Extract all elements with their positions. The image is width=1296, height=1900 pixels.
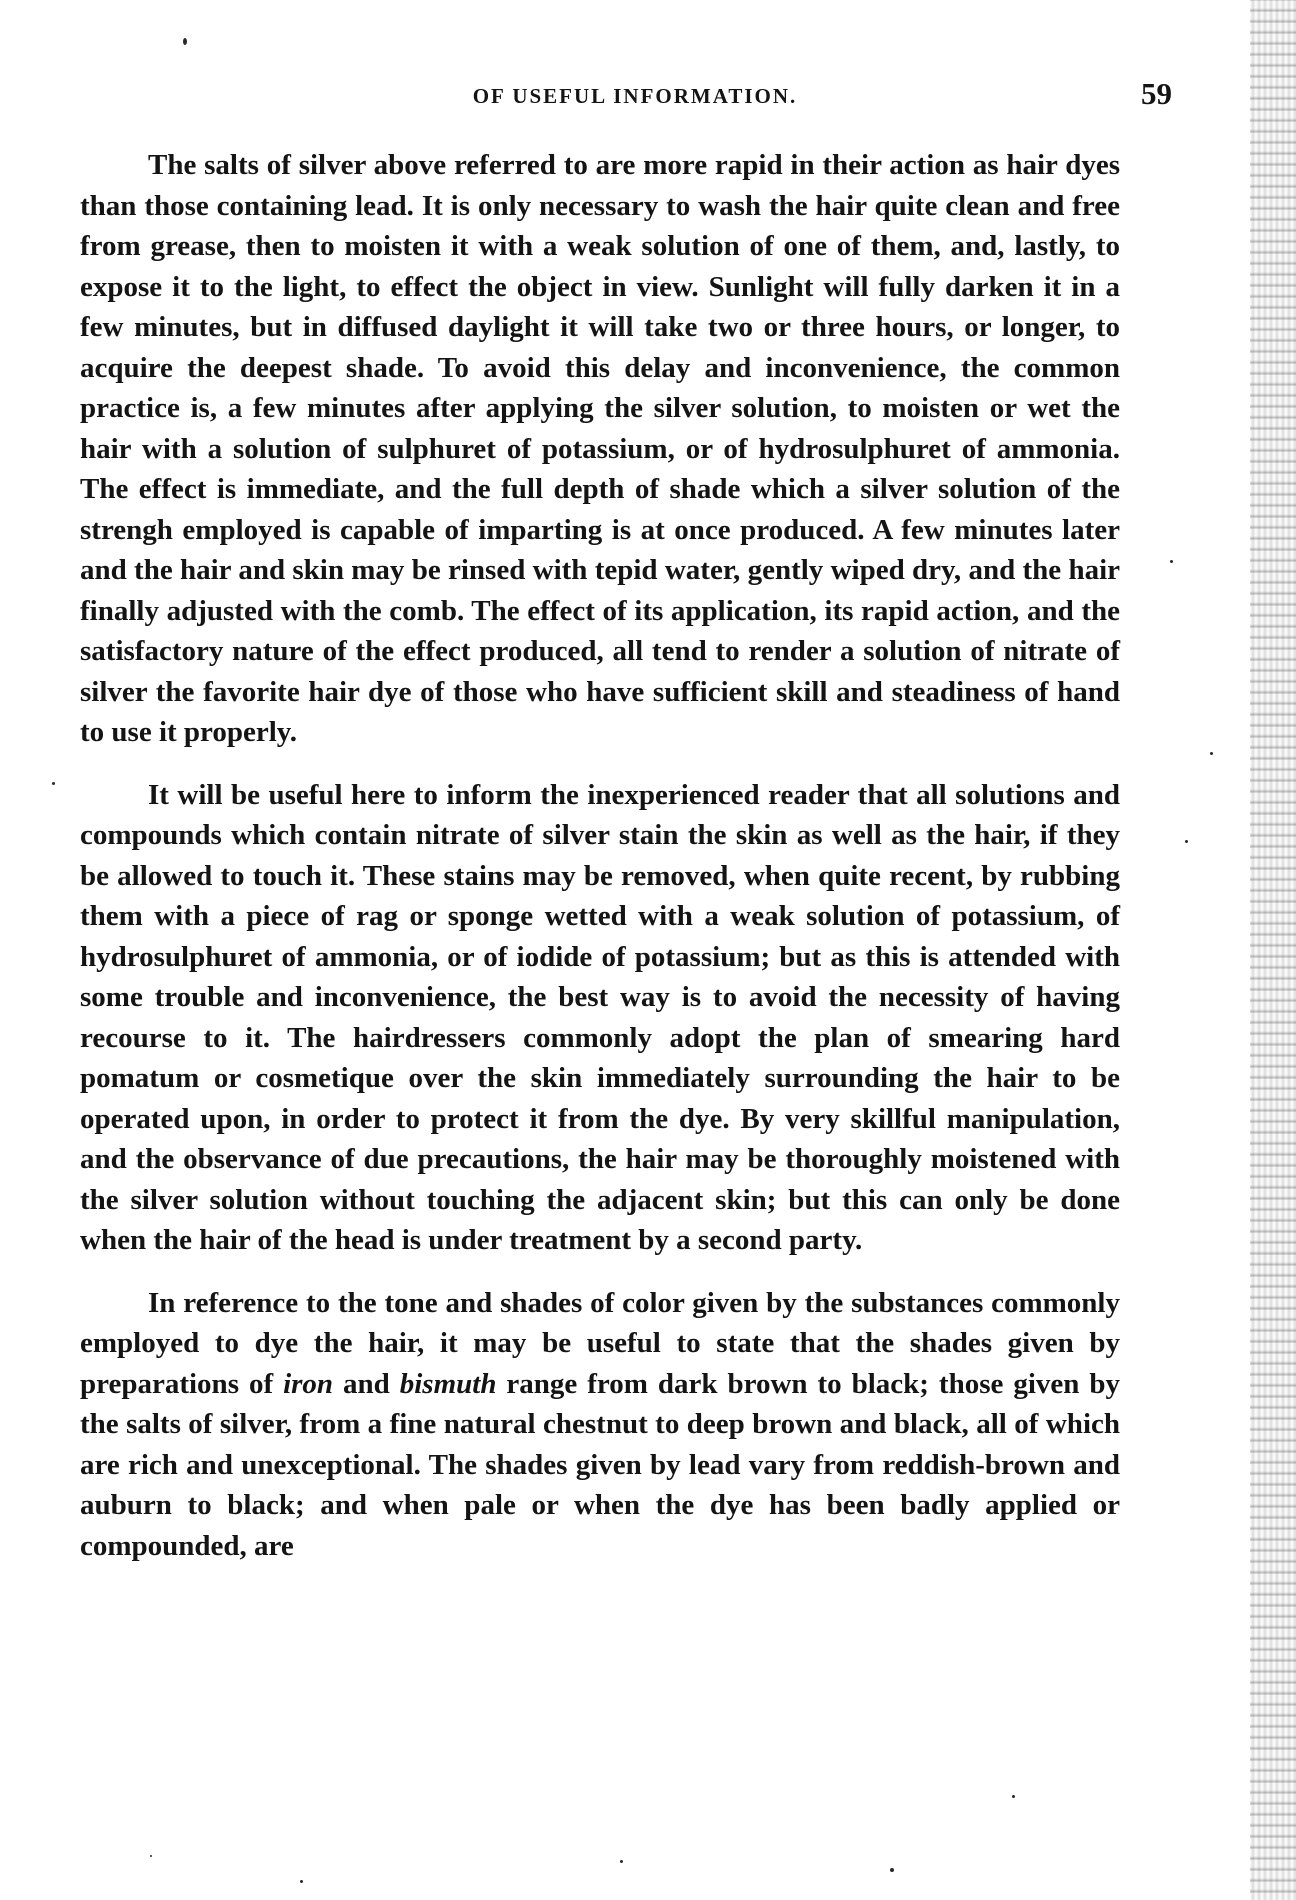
shades-text-end: range from dark brown to black; those given by the salts of silver, from a fine natural chestnut to deep brown and black, all of which are rich and unexceptional. The shades given by lead vary from reddish-brown and auburn to black; and when pale or when the dye has been badly applied or compounded, are xyxy=(80,1367,1120,1562)
scan-speck xyxy=(1012,1795,1015,1798)
body-text xyxy=(80,145,1120,1588)
scan-speck xyxy=(1210,752,1213,755)
scan-speck xyxy=(52,782,55,785)
scan-speck xyxy=(300,1880,303,1883)
scan-speck xyxy=(890,1868,894,1872)
scan-speck xyxy=(620,1860,623,1863)
scan-speck xyxy=(183,38,187,45)
scan-edge-noise xyxy=(1250,0,1296,1900)
shades-text-start: In reference to the tone and shades of color given by the substances commonly employed to dye the hair, it may be useful to state that the shades given by preparations of xyxy=(80,1286,1120,1400)
term-bismuth: bismuth xyxy=(399,1367,497,1400)
term-iron: iron xyxy=(283,1367,334,1400)
scan-speck xyxy=(1185,840,1188,843)
paragraph-shades xyxy=(80,1283,1120,1567)
page-number: 59 xyxy=(1141,76,1172,111)
page-header xyxy=(80,76,1190,116)
scan-speck xyxy=(150,1855,152,1857)
paragraph-stains: It will be useful here to inform the inexperienced reader that all solutions and compounds which contain nitrate of silver stain the skin as well as the hair, if they be allowed to touch it. These stains may be removed, when quite recent, by rubbing them with a piece of rag or sponge wetted with a weak solution of potassium, of hydrosulphuret of ammonia, or of iodide of potassium; but as this is attended with some trouble and inconvenience, the best way is to avoid the necessity of having recourse to it. The hairdressers commonly adopt the plan of smearing hard pomatum or cosmetique over the skin immediately surrounding the hair to be operated upon, in order to protect it from the dye. By very skillful manipulation, and the observance of due precautions, the hair may be thoroughly moistened with the silver solution without touching the adjacent skin; but this can only be done when the hair of the head is under treatment by a second party. xyxy=(80,778,1120,1256)
running-head: OF USEFUL INFORMATION. xyxy=(472,84,798,108)
paragraph-silver-salts: The salts of silver above referred to are more rapid in their action as hair dyes than those containing lead. It is only necessary to wash the hair quite clean and free from grease, then to moisten it with a weak solution of one of them, and, lastly, to expose it to the light, to effect the object in view. Sunlight will fully darken it in a few minutes, but in diffused daylight it will take two or three hours, or longer, to acquire the deepest shade. To avoid this delay and inconvenience, the common practice is, a few minutes after applying the silver solution, to moisten or wet the hair with a solution of sulphuret of potassium, or of hydrosulphuret of ammonia. The effect is immediate, and the full depth of shade which a silver solution of the strengh employed is capable of imparting is at once produced. A few minutes later and the hair and skin may be rinsed with tepid water, gently wiped dry, and the hair finally adjusted with the comb. The effect of its application, its rapid action, and the satisfactory nature of the effect produced, all tend to render a solution of nitrate of silver the favorite hair dye of those who have sufficient skill and steadiness of hand to use it properly. xyxy=(80,149,1120,748)
scan-speck xyxy=(1170,560,1173,563)
shades-text-and: and xyxy=(333,1367,400,1400)
